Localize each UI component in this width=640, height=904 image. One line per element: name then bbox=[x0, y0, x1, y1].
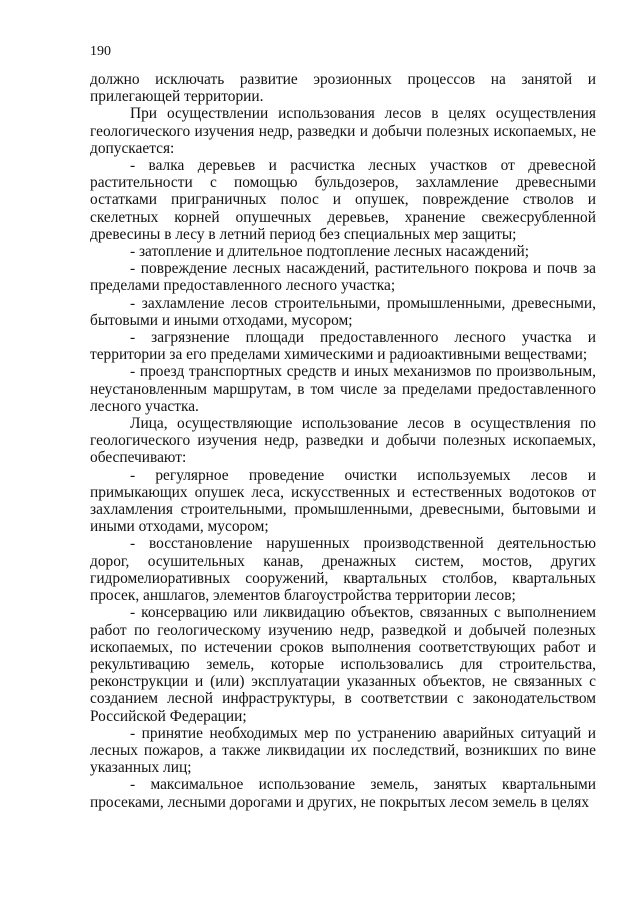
list-item: - затопление и длительное подтопление лесных насаждений; bbox=[130, 243, 529, 261]
list-item: - максимальное использование земель, занятых квартальными просеками, лесными дорогами и других, не покрытых лесом земель в целях bbox=[90, 776, 596, 811]
body-text bbox=[90, 71, 596, 811]
list-item: - захламление лесов строительными, промышленными, древесными, бытовыми и иными отходами, мусором; bbox=[90, 294, 596, 329]
paragraph: Лица, осуществляющие использование лесов в осуществления по геологического изучения недр, разведки и добычи полезных ископаемых, обеспечивают: bbox=[90, 415, 596, 467]
list-item: - консервацию или ликвидацию объектов, связанных с выполнением работ по геологическому изучению недр, разведкой и добычей полезных ископаемых, по истечении сроков выполнения соответствующих работ и рекультивацию земель, которые использовались для строительства, реконструкции и (или) эксплуатации указанных объектов, не связанных с созданием лесной инфраструктуры, в соответствии с законодательством Российской Федерации; bbox=[90, 604, 596, 725]
list-item: - валка деревьев и расчистка лесных участков от древесной растительности с помощью бульдозеров, захламление древесными остатками приграничных полос и опушек, повреждение стволов и скелетных корней опушечных деревьев, хранение свежесрубленной древесины в лесу в летний период без специальных мер защиты; bbox=[90, 157, 596, 243]
list-item: - загрязнение площади предоставленного лесного участка и территории за его пределами химическими и радиоактивными веществами; bbox=[90, 329, 596, 364]
paragraph: При осуществлении использования лесов в целях осуществления геологического изучения недр, разведки и добычи полезных ископаемых, не допускается: bbox=[90, 105, 596, 157]
list-item: - восстановление нарушенных производственной деятельностью дорог, осушительных канав, дренажных систем, мостов, других гидромелиоративных сооружений, квартальных столбов, квартальных просек, аншлагов, элементов благоустройства территории лесов; bbox=[90, 535, 596, 605]
list-item: - регулярное проведение очистки используемых лесов и примыкающих опушек леса, искусственных и естественных водотоков от захламления строительными, промышленными, древесными, бытовыми и иными отходами, мусором; bbox=[90, 466, 596, 536]
list-item: - проезд транспортных средств и иных механизмов по произвольным, неустановленным маршрутам, в том числе за пределами предоставленного лесного участка. bbox=[90, 363, 596, 415]
list-item: - принятие необходимых мер по устранению аварийных ситуаций и лесных пожаров, а также ликвидации их последствий, возникших по вине указанных лиц; bbox=[90, 724, 596, 777]
page-number: 190 bbox=[90, 44, 111, 59]
paragraph: должно исключать развитие эрозионных процессов на занятой и прилегающей территории. bbox=[90, 71, 596, 106]
list-item: - повреждение лесных насаждений, растительного покрова и почв за пределами предоставленного лесного участка; bbox=[90, 260, 596, 295]
